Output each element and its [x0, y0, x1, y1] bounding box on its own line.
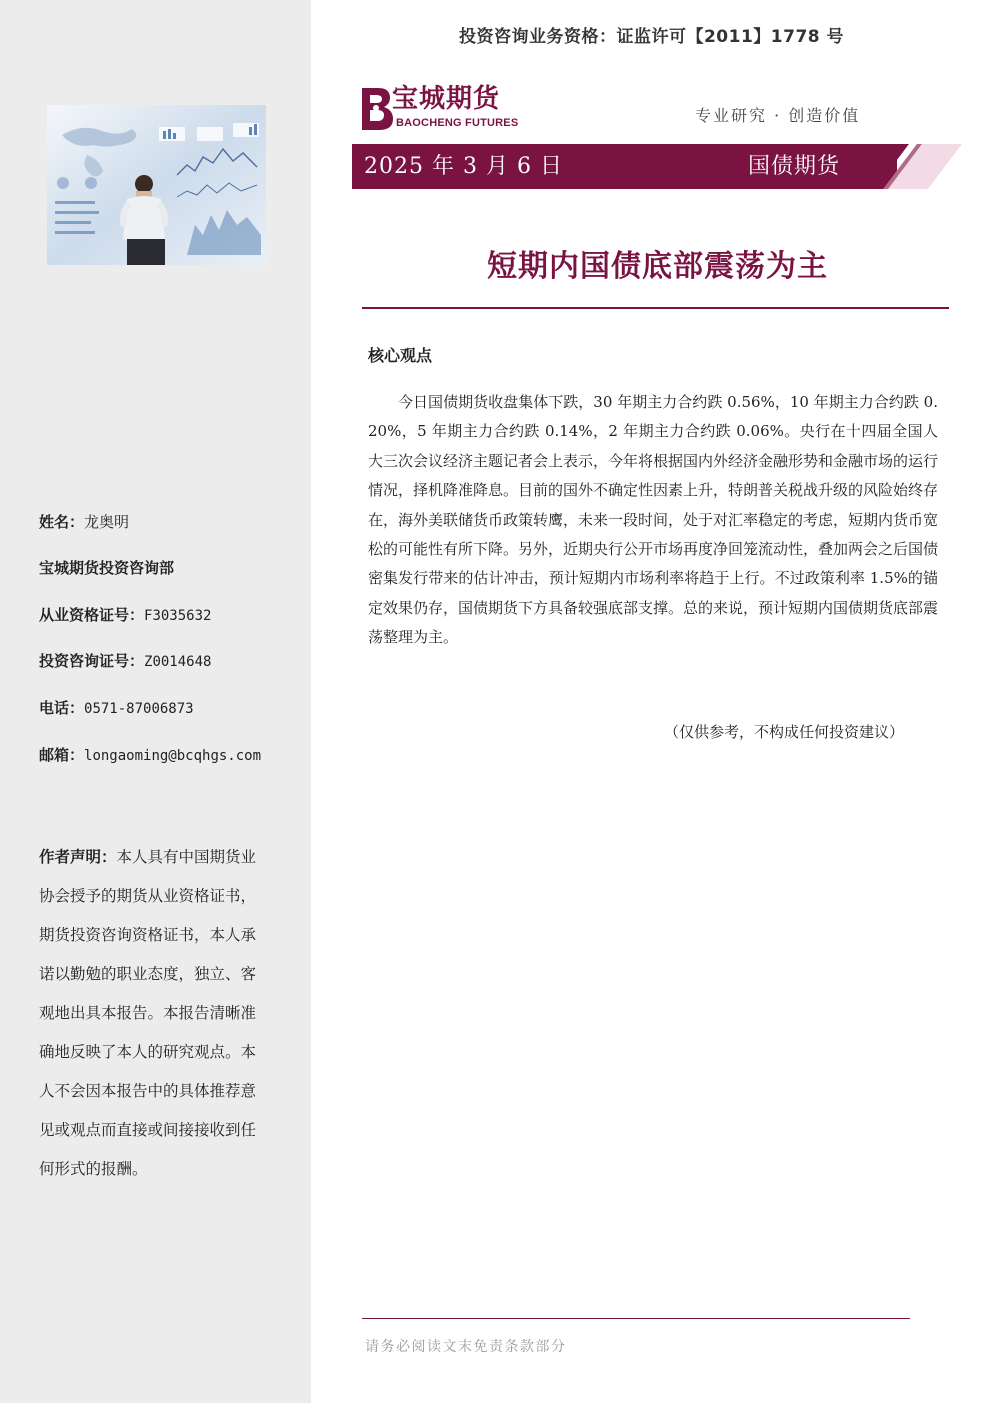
logo-chinese-name: 宝城期货 [392, 84, 501, 114]
logo-english-name: BAOCHENG FUTURES [396, 117, 519, 129]
author-statement [39, 838, 271, 1189]
cert-label: 从业资格证号： [39, 606, 145, 624]
cover-image [47, 105, 266, 265]
author-name-row [39, 512, 129, 532]
advisory-number: Z0014648 [144, 654, 212, 670]
cert-number: F3035632 [144, 608, 212, 624]
company-slogan: 专业研究 · 创造价值 [695, 106, 861, 125]
statement-text: 本人具有中国期货业协会授予的期货从业资格证书，期货投资咨询资格证书，本人承诺以勤勉的职业态度，独立、客观地出具本报告。本报告清晰准确地反映了本人的研究观点。本人不会因本报告中的具体推荐意见或观点而直接或间接接收到任何形式的报酬。 [39, 848, 257, 1178]
author-name: 龙奥明 [84, 513, 130, 531]
investment-note: （仅供参考，不构成任何投资建议） [664, 723, 905, 741]
advisory-label: 投资咨询证号： [39, 652, 145, 670]
report-title: 短期内国债底部震荡为主 [487, 249, 828, 284]
author-name-label: 姓名： [39, 513, 85, 531]
email-label: 邮箱： [39, 746, 85, 764]
advisory-row [39, 651, 211, 672]
report-body: 今日国债期货收盘集体下跌，30 年期主力合约跌 0.56%，10 年期主力合约跌 0.20%，5 年期主力合约跌 0.14%，2 年期主力合约跌 0.06%。央行在十四届全国人大三次会议经济主题记者会上表示，今年将根据国内外经济金融形势和金融市场的运行情况，择机降准降息。目前的国外不确定性因素上升，特朗普关税战升级的风险始终存在，海外美联储货币政策转鹰，未来一段时间，处于对汇率稳定的考虑，短期内货币宽松的可能性有所下降。另外，近期央行公开市场再度净回笼流动性，叠加两会之后国债密集发行带来的估计冲击，预计短期内市场利率将趋于上行。不过政策利率 1.5%的锚定效果仍存，国债期货下方具备较强底部支撑。总的来说，预计短期内国债期货底部震荡整理为主。 [368, 393, 939, 647]
footer-divider [362, 1318, 910, 1319]
statement-label: 作者声明： [39, 848, 117, 866]
title-divider [362, 307, 949, 309]
phone-label: 电话： [39, 699, 85, 717]
phone-row [39, 698, 194, 719]
report-category: 国债期货 [748, 154, 841, 179]
report-date: 2025 年 3 月 6 日 [364, 154, 563, 179]
analyst-illustration [47, 105, 266, 265]
phone-number: 0571-87006873 [84, 701, 194, 717]
email-address[interactable]: longaoming@bcqhgs.com [84, 748, 262, 764]
footer-disclaimer: 请务必阅读文末免责条款部分 [365, 1339, 567, 1355]
author-department: 宝城期货投资咨询部 [39, 559, 175, 577]
section-heading: 核心观点 [368, 346, 433, 365]
license-line: 投资咨询业务资格：证监许可【2011】1778 号 [458, 27, 845, 47]
cert-row [39, 605, 211, 626]
email-row [39, 745, 261, 766]
